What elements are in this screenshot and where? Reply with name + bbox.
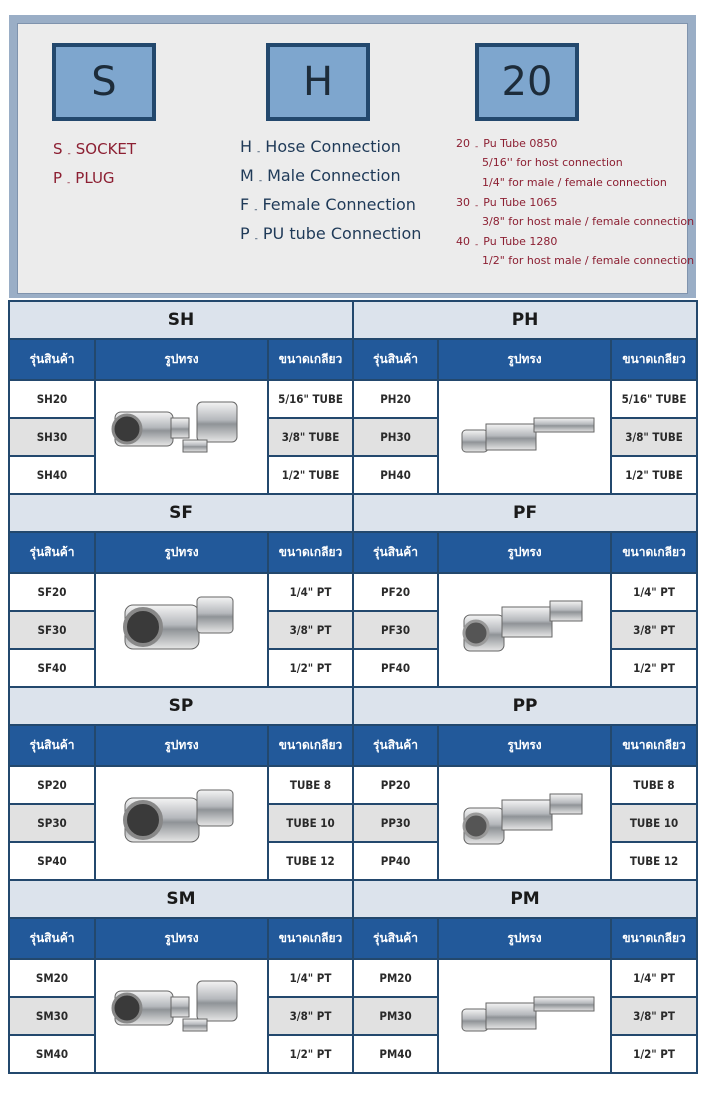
header-model: รุ่นสินค้า bbox=[353, 918, 438, 959]
header-shape: รูปทรง bbox=[438, 339, 611, 380]
connection-code-box bbox=[266, 43, 370, 121]
size-cell: 1/2" PT bbox=[268, 649, 353, 687]
model-cell: PF30 bbox=[353, 611, 438, 649]
legend-connection-male: M - Male Connection bbox=[240, 166, 401, 186]
header-size: ขนาดเกลียว bbox=[268, 339, 353, 380]
header-model: รุ่นสินค้า bbox=[353, 532, 438, 573]
product-image bbox=[438, 380, 611, 494]
legend-size-40: 40 - Pu Tube 1280 bbox=[456, 235, 558, 250]
group-title-left: SF bbox=[9, 494, 353, 532]
size-cell: 1/2" TUBE bbox=[611, 456, 697, 494]
size-cell: 3/8" PT bbox=[268, 611, 353, 649]
size-cell: 1/4" PT bbox=[268, 573, 353, 611]
model-cell: SF30 bbox=[9, 611, 95, 649]
group-title-right: PP bbox=[353, 687, 697, 725]
coupler-socket-pu-icon bbox=[96, 768, 267, 878]
header-shape: รูปทรง bbox=[438, 725, 611, 766]
model-cell: SP20 bbox=[9, 766, 95, 804]
model-cell: SF40 bbox=[9, 649, 95, 687]
header-size: ขนาดเกลียว bbox=[611, 339, 697, 380]
header-model: รุ่นสินค้า bbox=[353, 725, 438, 766]
table-row bbox=[9, 573, 697, 611]
model-cell: SF20 bbox=[9, 573, 95, 611]
model-cell: SP40 bbox=[9, 842, 95, 880]
size-cell: TUBE 8 bbox=[611, 766, 697, 804]
model-cell: SM40 bbox=[9, 1035, 95, 1073]
model-cell: SM20 bbox=[9, 959, 95, 997]
column-header-row bbox=[9, 918, 697, 959]
header-model: รุ่นสินค้า bbox=[353, 339, 438, 380]
legend-content bbox=[17, 23, 695, 294]
product-image bbox=[95, 573, 268, 687]
size-cell: TUBE 10 bbox=[611, 804, 697, 842]
model-cell: SH30 bbox=[9, 418, 95, 456]
size-cell: 5/16" TUBE bbox=[268, 380, 353, 418]
model-cell: PP30 bbox=[353, 804, 438, 842]
size-cell: 1/2" PT bbox=[611, 1035, 697, 1073]
legend-size-20-detail-2: 1/4" for male / female connection bbox=[482, 176, 667, 189]
product-image bbox=[95, 766, 268, 880]
size-cell: 3/8" PT bbox=[268, 997, 353, 1035]
size-cell: 1/2" PT bbox=[268, 1035, 353, 1073]
group-title-right: PM bbox=[353, 880, 697, 918]
model-cell: PP40 bbox=[353, 842, 438, 880]
group-title-left: SH bbox=[9, 301, 353, 339]
header-size: ขนาดเกลียว bbox=[611, 725, 697, 766]
product-image bbox=[438, 959, 611, 1073]
size-cell: 3/8" TUBE bbox=[268, 418, 353, 456]
legend-size-40-detail: 1/2" for host male / female connection bbox=[482, 254, 695, 267]
model-cell: PF20 bbox=[353, 573, 438, 611]
size-code-box bbox=[475, 43, 579, 121]
header-shape: รูปทรง bbox=[438, 918, 611, 959]
header-model: รุ่นสินค้า bbox=[9, 725, 95, 766]
table-body bbox=[9, 301, 697, 1073]
header-model: รุ่นสินค้า bbox=[9, 532, 95, 573]
header-shape: รูปทรง bbox=[95, 725, 268, 766]
model-cell: PM40 bbox=[353, 1035, 438, 1073]
header-size: ขนาดเกลียว bbox=[611, 918, 697, 959]
legend-size-20-detail-1: 5/16'' for host connection bbox=[482, 156, 623, 169]
coupler-plug-pu-icon bbox=[439, 768, 610, 878]
model-cell: PM20 bbox=[353, 959, 438, 997]
group-title-left: SM bbox=[9, 880, 353, 918]
model-cell: SM30 bbox=[9, 997, 95, 1035]
size-cell: 3/8" PT bbox=[611, 997, 697, 1035]
group-title-row bbox=[9, 687, 697, 725]
size-cell: 3/8" TUBE bbox=[611, 418, 697, 456]
product-table bbox=[8, 300, 698, 1074]
legend-panel bbox=[9, 15, 696, 298]
table-row bbox=[9, 380, 697, 418]
legend-size-30-detail: 3/8" for host male / female connection bbox=[482, 215, 695, 228]
header-model: รุ่นสินค้า bbox=[9, 918, 95, 959]
coupler-socket-hose-icon bbox=[96, 382, 267, 492]
size-cell: 1/4" PT bbox=[611, 959, 697, 997]
product-image bbox=[95, 959, 268, 1073]
size-cell: TUBE 8 bbox=[268, 766, 353, 804]
header-shape: รูปทรง bbox=[438, 532, 611, 573]
coupler-socket-female-icon bbox=[96, 575, 267, 685]
legend-connection-female: F - Female Connection bbox=[240, 195, 416, 215]
group-title-row bbox=[9, 301, 697, 339]
model-cell: PH30 bbox=[353, 418, 438, 456]
table-row bbox=[9, 766, 697, 804]
product-image bbox=[438, 573, 611, 687]
group-title-row bbox=[9, 494, 697, 532]
model-cell: SH20 bbox=[9, 380, 95, 418]
model-cell: SH40 bbox=[9, 456, 95, 494]
legend-connection-hose: H - Hose Connection bbox=[240, 137, 401, 157]
size-cell: TUBE 10 bbox=[268, 804, 353, 842]
model-cell: SP30 bbox=[9, 804, 95, 842]
type-code: S bbox=[91, 59, 117, 105]
group-title-row bbox=[9, 880, 697, 918]
header-shape: รูปทรง bbox=[95, 918, 268, 959]
size-cell: 3/8" PT bbox=[611, 611, 697, 649]
legend-size-30: 30 - Pu Tube 1065 bbox=[456, 196, 558, 211]
coupler-plug-female-icon bbox=[439, 575, 610, 685]
size-cell: 1/2" TUBE bbox=[268, 456, 353, 494]
header-model: รุ่นสินค้า bbox=[9, 339, 95, 380]
product-image bbox=[438, 766, 611, 880]
coupler-plug-hose-icon bbox=[439, 382, 610, 492]
legend-connection-pu: P - PU tube Connection bbox=[240, 224, 422, 244]
model-cell: PH40 bbox=[353, 456, 438, 494]
header-size: ขนาดเกลียว bbox=[611, 532, 697, 573]
header-shape: รูปทรง bbox=[95, 339, 268, 380]
legend-type-plug: P - PLUG bbox=[53, 169, 115, 188]
model-cell: PF40 bbox=[353, 649, 438, 687]
coupler-socket-male-icon bbox=[96, 961, 267, 1071]
model-cell: PH20 bbox=[353, 380, 438, 418]
header-size: ขนาดเกลียว bbox=[268, 532, 353, 573]
product-image bbox=[95, 380, 268, 494]
header-shape: รูปทรง bbox=[95, 532, 268, 573]
group-title-right: PH bbox=[353, 301, 697, 339]
size-code: 20 bbox=[501, 59, 553, 105]
group-title-right: PF bbox=[353, 494, 697, 532]
connection-code: H bbox=[302, 59, 334, 105]
column-header-row bbox=[9, 725, 697, 766]
column-header-row bbox=[9, 532, 697, 573]
table-row bbox=[9, 959, 697, 997]
legend-type-socket: S - SOCKET bbox=[53, 140, 137, 159]
type-code-box bbox=[52, 43, 156, 121]
model-cell: PP20 bbox=[353, 766, 438, 804]
model-cell: PM30 bbox=[353, 997, 438, 1035]
group-title-left: SP bbox=[9, 687, 353, 725]
size-cell: TUBE 12 bbox=[611, 842, 697, 880]
header-size: ขนาดเกลียว bbox=[268, 918, 353, 959]
coupler-plug-male-icon bbox=[439, 961, 610, 1071]
size-cell: 1/4" PT bbox=[611, 573, 697, 611]
size-cell: 5/16" TUBE bbox=[611, 380, 697, 418]
size-cell: 1/4" PT bbox=[268, 959, 353, 997]
size-cell: 1/2" PT bbox=[611, 649, 697, 687]
column-header-row bbox=[9, 339, 697, 380]
header-size: ขนาดเกลียว bbox=[268, 725, 353, 766]
size-cell: TUBE 12 bbox=[268, 842, 353, 880]
legend-size-20: 20 - Pu Tube 0850 bbox=[456, 137, 558, 152]
